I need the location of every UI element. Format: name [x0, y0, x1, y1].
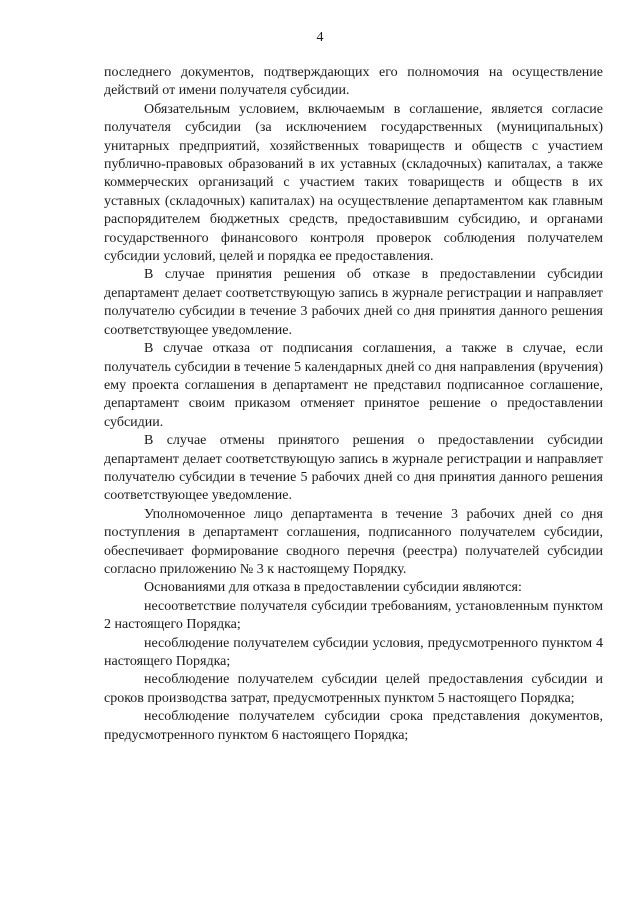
document-body: [104, 64, 603, 745]
paragraph-registry-formation: Уполномоченное лицо департамента в течение 3 рабочих дней со дня поступления в департамент соглашения, подписанного получателем субсидии, обеспечивает формирование сводного перечня (реестра) получателей субсидии согласно приложению № 3 к настоящему Порядку.: [104, 506, 603, 577]
paragraph-consent-condition: Обязательным условием, включаемым в соглашение, является согласие получателя субсидии (за исключением государственных (муниципальных) унитарных предприятий, хозяйственных товариществ и обществ с участием публично-правовых образований в их уставных (складочных) капиталах, а также коммерческих организаций с участием таких товариществ и обществ в их уставных (складочных) капиталах) на осуществление департаментом как главным распорядителем бюджетных средств, предоставившим субсидию, и органами государственного финансового контроля проверок соблюдения получателем субсидии условий, целей и порядка ее предоставления.: [104, 101, 603, 265]
paragraph-decision-cancellation: В случае отмены принятого решения о предоставлении субсидии департамент делает соответствующую запись в журнале регистрации и направляет получателю субсидии в течение 5 рабочих дней со дня принятия данного решения соответствующее уведомление.: [104, 433, 603, 504]
paragraph-continuation: последнего документов, подтверждающих его полномочия на осуществление действий от имени получателя субсидии.: [104, 65, 603, 99]
page-number: 4: [316, 30, 324, 45]
list-item-ground-4: несоблюдение получателем субсидии срока представления документов, предусмотренного пунктом 6 настоящего Порядка;: [104, 709, 603, 743]
list-item-ground-1: несоответствие получателя субсидии требованиям, установленным пунктом 2 настоящего Порядка;: [104, 598, 603, 633]
paragraph-refusal-decision: В случае принятия решения об отказе в предоставлении субсидии департамент делает соответствующую запись в журнале регистрации и направляет получателю субсидии в течение 3 рабочих дней со дня принятия данного решения соответствующее уведомление.: [104, 267, 603, 338]
list-item-ground-2: несоблюдение получателем субсидии условия, предусмотренного пунктом 4 настоящего Порядка;: [104, 635, 603, 669]
paragraph-agreement-refusal: В случае отказа от подписания соглашения, а также в случае, если получатель субсидии в течение 5 календарных дней со дня направления (вручения) ему проекта соглашения в департамент не представил подписанное соглашение, департамент своим приказом отменяет принятое решение о предоставлении субсидии.: [104, 341, 603, 430]
paragraph-refusal-grounds-intro: Основаниями для отказа в предоставлении субсидии являются:: [144, 580, 522, 596]
list-item-ground-3: несоблюдение получателем субсидии целей предоставления субсидии и сроков производства затрат, предусмотренных пунктом 5 настоящего Порядка;: [104, 672, 603, 706]
